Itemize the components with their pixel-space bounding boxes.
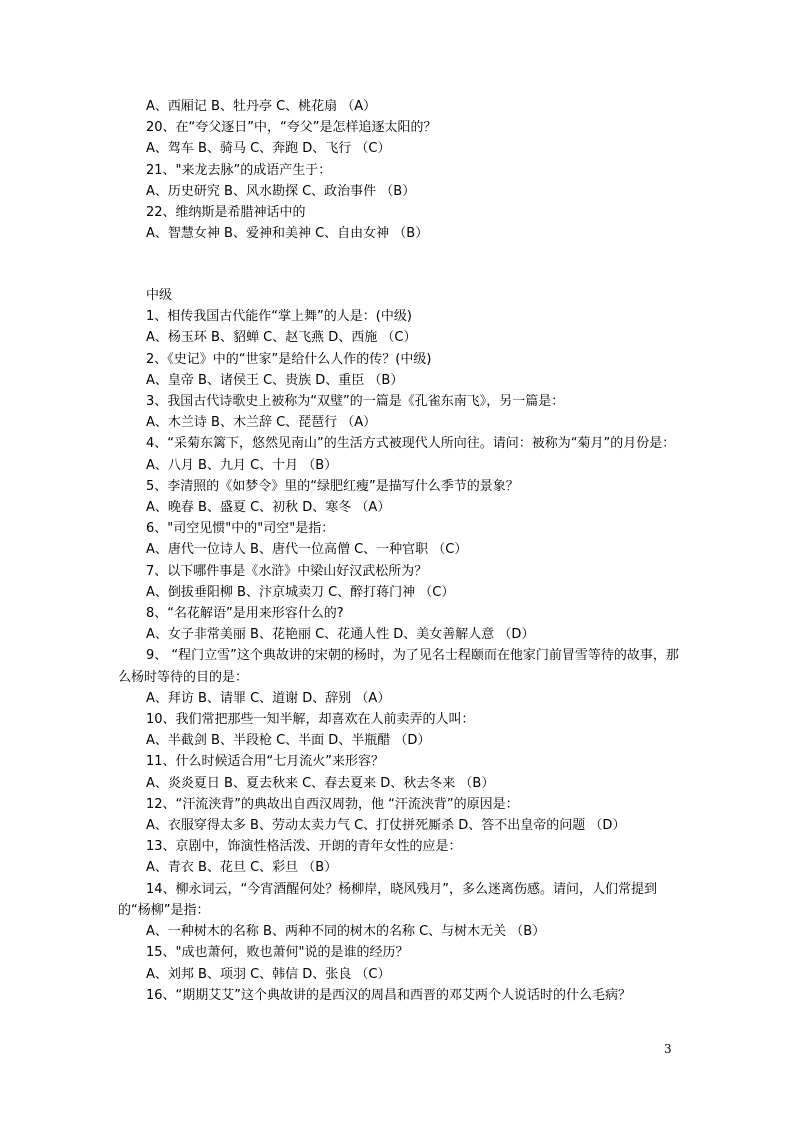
answer-line: A、驾车 B、骑马 C、奔跑 D、飞行 （C） [146,141,391,157]
answer-line: A、拜访 B、请罪 C、道谢 D、辞别 （A） [146,690,391,706]
answer-line: A、女子非常美丽 B、花艳丽 C、花通人性 D、美女善解人意 （D） [146,627,535,643]
question-line: 20、在“夸父逐日”中，“夸父”是怎样追逐太阳的？ [146,120,437,136]
answer-line: A、炎炎夏日 B、夏去秋来 C、春去夏来 D、秋去冬来 （B） [146,775,495,791]
question-line: 1、相传我国古代能作“掌上舞”的人是：(中级) [146,309,412,325]
question-line: 7、以下哪件事是《水浒》中梁山好汉武松所为？ [146,563,428,579]
answer-line: A、刘邦 B、项羽 C、韩信 D、张良 （C） [146,966,391,982]
question-block-continued [118,96,684,244]
page-number: 3 [664,1042,672,1056]
question-line: 6、"司空见惯"中的"司空"是指： [146,521,335,537]
answer-line: A、晚春 B、盛夏 C、初秋 D、寒冬 （A） [146,500,391,516]
question-line: 10、我们常把那些一知半解，却喜欢在人前卖弄的人叫： [146,712,475,728]
answer-line: A、倒拔垂阳柳 B、汴京城卖刀 C、醉打蒋门神 （C） [146,584,455,600]
answer-line: A、西厢记 B、牡丹亭 C、桃花扇 （A） [146,99,377,114]
question-line: 5、李清照的《如梦令》里的“绿肥红瘦”是描写什么季节的景象？ [146,478,519,494]
answer-line: A、一种树木的名称 B、两种不同的树木的名称 C、与树木无关 （B） [146,924,546,940]
question-line: 8、“名花解语”是用来形容什么的? [146,606,344,622]
question-line-wrapped: 9、 “程门立雪”这个典故讲的宋朝的杨时，为了见名士程颐而在他家门前冒雪等待的故事，那么杨时等待的目的是： [118,648,679,685]
answer-line: A、唐代一位诗人 B、唐代一位高僧 C、一种官职 （C） [146,542,468,558]
answer-line: A、衣服穿得太多 B、劳动太卖力气 C、打仗拼死厮杀 D、答不出皇帝的问题 （D） [146,818,626,834]
answer-line: A、杨玉环 B、貂蝉 C、赵飞燕 D、西施 （C） [146,330,417,346]
question-line: 2、《史记》中的“世家”是给什么人作的传？(中级) [146,351,432,367]
question-line: 3、我国古代诗歌史上被称为“双璧”的一篇是《孔雀东南飞》，另一篇是： [146,394,565,410]
question-line: 11、什么时候适合用“七月流火”来形容？ [146,754,385,770]
answer-line: A、皇帝 B、诸侯王 C、贵族 D、重臣 （B） [146,372,404,388]
answer-line: A、木兰诗 B、木兰辞 C、琵琶行 （A） [146,415,377,431]
question-line-wrapped: 4、“采菊东篱下，悠然见南山”的生活方式被现代人所向往。请问：被称为“菊月”的月份是： [146,436,676,452]
question-line: 13、京剧中，饰演性格活泼、开朗的青年女性的应是： [146,839,462,855]
answer-line: A、智慧女神 B、爱神和美神 C、自由女神 （B） [146,226,429,242]
question-line: 16、“期期艾艾”这个典故讲的是西汉的周昌和西晋的邓艾两个人说话时的什么毛病？ [146,987,632,1003]
question-line: 22、维纳斯是希腊神话中的 [146,205,306,221]
answer-line: A、半截剑 B、半段枪 C、半面 D、半瓶醋 （D） [146,733,431,749]
answer-line: A、青衣 B、花旦 C、彩旦 （B） [146,860,338,876]
answer-line: A、历史研究 B、风水勘探 C、政治事件 （B） [146,183,416,199]
section-heading: 中级 [146,288,173,303]
question-line: 15、"成也萧何，败也萧何"说的是谁的经历？ [146,945,409,961]
question-line: 21、"来龙去脉”的成语产生于： [146,162,332,178]
answer-line: A、八月 B、九月 C、十月 （B） [146,457,338,473]
question-line: 12、“汗流浃背”的典故出自西汉周勃，他 “汗流浃背”的原因是： [146,796,519,812]
question-line-wrapped: 14、柳永词云，“今宵酒醒何处？杨柳岸，晓风残月”，多么迷离伤感。请问，人们常提到的“杨柳”是指： [118,881,658,918]
question-block-intermediate [118,285,684,1006]
